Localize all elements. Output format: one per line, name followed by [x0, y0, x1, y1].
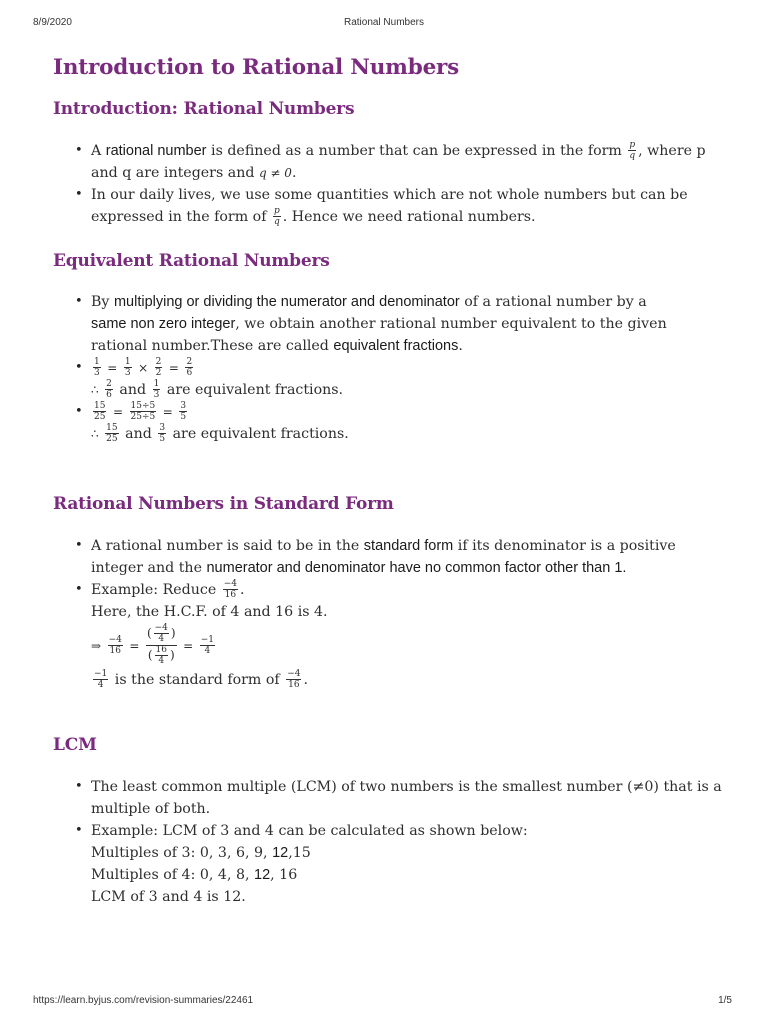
fraction: • $\frac{15}{25}$: [94, 400, 106, 422]
footer-url: https://learn.byjus.com/revision-summaries/22461: [33, 995, 254, 1006]
fraction: $\frac{3}{5}$: [159, 422, 166, 444]
heading-equivalent: Equivalent Rational Numbers: [53, 251, 330, 271]
fraction: $\frac{2}{2}$: [155, 356, 162, 378]
standard-list: • A rational number is said to be in the standard form if its denominator is a positive integer and the numerator and denominator have no common factor other than 1. • Example: Reduce $\frac{-4}{16}$ . Here, the H.C.F. of 4 and 16 is 4. ⇒ $\frac{-4}{16}$ = ( $\frac{-4}{4}$ ) ( $\frac{16}{4}$ ) = $\frac{-1}{4}$ $\frac{-1}{4}$ is the standard form of $\frac{-4}{16}$ .: [91, 535, 731, 691]
print-date: 8/9/2020: [33, 17, 72, 28]
page-number: 1/5: [718, 995, 732, 1006]
fraction-p-over-q: $\frac{p}{q}$: [273, 205, 280, 227]
compound-fraction: ( $\frac{-4}{4}$ ) ( $\frac{16}{4}$ ): [146, 622, 176, 666]
list-item: • A rational number is said to be in the standard form if its denominator is a positive: [91, 535, 731, 557]
fraction: • $\frac{1}{3}$: [94, 356, 100, 378]
reduction-equation: ⇒ $\frac{-4}{16}$ = ( $\frac{-4}{4}$ ) ( $\frac{16}{4}$ ) = $\frac{-1}{4}$: [91, 622, 214, 666]
fraction: $\frac{2}{6}$: [106, 378, 112, 400]
fraction: $\frac{1}{3}$: [153, 378, 160, 400]
intro-list: • A rational number is defined as a number that can be expressed in the form $\frac{p}{q}$ , where p and q are integers and q ≠ 0. • In our daily lives, we use some quantities which are not whole numbers but can be expressed in the form of $\frac{p}{q}$ . Hence we need rational numbers.: [91, 140, 731, 228]
fraction: $\frac{-4}{16}$: [223, 578, 238, 600]
list-item: • Example: Reduce $\frac{-4}{16}$ .: [91, 579, 731, 601]
page-title: Introduction to Rational Numbers: [53, 55, 460, 80]
fraction: $\frac{-1}{4}$: [94, 668, 108, 690]
fraction: $\frac{-4}{16}$: [108, 634, 122, 656]
hcf-line: Here, the H.C.F. of 4 and 16 is 4.: [91, 604, 328, 620]
fraction: $\frac{16}{4}$: [155, 644, 167, 666]
fraction: $\frac{2}{6}$: [186, 356, 193, 378]
fraction: $\frac{-4}{16}$: [287, 668, 301, 690]
list-item: • $\frac{15}{25}$ = $\frac{15\div 5}{25\div 5}$ = $\frac{3}{5}$: [91, 401, 731, 423]
list-item: • Example: LCM of 3 and 4 can be calculated as shown below:: [91, 820, 731, 842]
fraction: $\frac{1}{3}$: [124, 356, 131, 378]
list-item: • The least common multiple (LCM) of two numbers is the smallest number (≠0) that is a: [91, 776, 731, 798]
heading-standard-form: Rational Numbers in Standard Form: [53, 494, 394, 514]
list-item: • In our daily lives, we use some quantities which are not whole numbers but can be: [91, 184, 731, 206]
list-item: • By multiplying or dividing the numerator and denominator of a rational number by a: [91, 291, 731, 313]
fraction: $\frac{15\div 5}{25\div 5}$: [130, 400, 156, 422]
fraction: $\frac{-4}{4}$: [154, 622, 168, 644]
heading-lcm: LCM: [53, 735, 97, 755]
lcm-list: • The least common multiple (LCM) of two numbers is the smallest number (≠0) that is a multiple of both. • Example: LCM of 3 and 4 can be calculated as shown below: Multiples of 3: 0, 3, 6, 9, 12,15 Multiples of 4: 0, 4, 8, 12, 16 LCM of 3 and 4 is 12.: [91, 776, 731, 908]
fraction: $\frac{15}{25}$: [106, 422, 118, 444]
fraction-p-over-q: $\frac{p}{q}$: [629, 139, 636, 161]
print-title: Rational Numbers: [343, 17, 425, 28]
list-item: • $\frac{1}{3}$ = $\frac{1}{3}$ × $\frac{2}{2}$ = $\frac{2}{6}$: [91, 357, 731, 379]
fraction: $\frac{3}{5}$: [180, 400, 187, 422]
heading-introduction: Introduction: Rational Numbers: [53, 99, 355, 119]
fraction: $\frac{-1}{4}$: [200, 634, 214, 656]
list-item: • A rational number is defined as a number that can be expressed in the form $\frac{p}{q}$ , where p: [91, 140, 731, 162]
equivalent-list: • By multiplying or dividing the numerator and denominator of a rational number by a same non zero integer, we obtain another rational number equivalent to the given rational number.These are called equivalent fractions. • $\frac{1}{3}$ = $\frac{1}{3}$ × $\frac{2}{2}$ = $\frac{2}{6}$ ∴ $\frac{2}{6}$ and $\frac{1}{3}$ are equivalent fractions. • $\frac{15}{25}$ = $\frac{15\div 5}{25\div 5}$ = $\frac{3}{5}$ ∴ $\frac{15}{25}$ and $\frac{3}{5}$ are equivalent fractions.: [91, 291, 731, 445]
